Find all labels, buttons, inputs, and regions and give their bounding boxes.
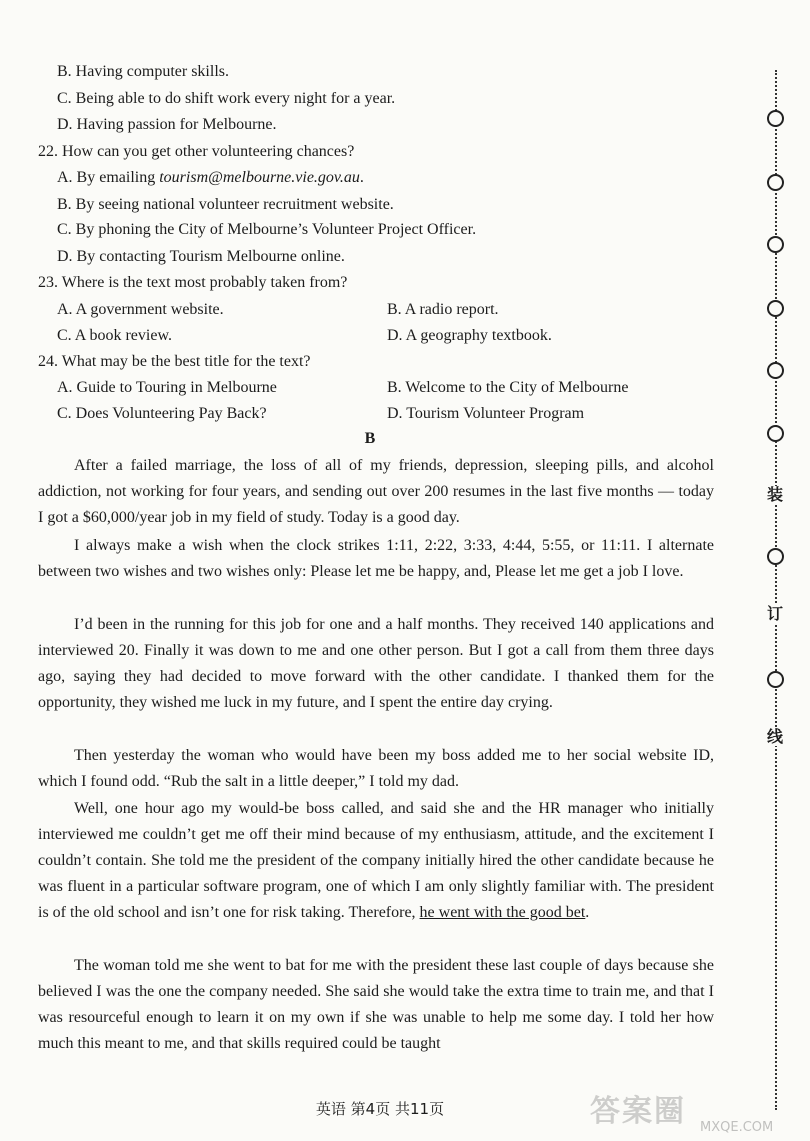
q23-option-c: C. A book review. (57, 327, 172, 344)
binding-hole (767, 174, 784, 191)
binding-label-ding: 订 (767, 604, 784, 623)
page-footer: 英语 第4页 共11页 (315, 1100, 445, 1118)
passage-paragraph-2: I always make a wish when the clock strikes 1:11, 2:22, 3:33, 4:44, 5:55, or 11:11. I alternate between two wishes and two wishes only: Please let me be happy, and, Please let me get a job I love. (38, 537, 714, 580)
q22-option-b: B. By seeing national volunteer recruitment website. (57, 196, 394, 213)
q22-option-d: D. By contacting Tourism Melbourne online. (57, 248, 345, 265)
q24-stem: 24. What may be the best title for the text? (38, 353, 311, 370)
passage-paragraph-6: The woman told me she went to bat for me with the president these last couple of days because she believed I was the one the company needed. She said she would take the extra time to train me, and that I was resourceful enough to learn it on my own if she was unable to help me some day. I told her how much this meant to me, and that skills required could be taught (38, 957, 714, 1052)
q22-option-a-suffix: . (359, 169, 364, 186)
binding-label-xian: 线 (767, 727, 784, 746)
binding-hole (767, 110, 784, 127)
watermark-url: MXQE.COM (700, 1120, 774, 1135)
q22-option-c: C. By phoning the City of Melbourne’s Volunteer Project Officer. (57, 221, 477, 238)
binding-hole (767, 362, 784, 379)
q23-option-d: D. A geography textbook. (387, 327, 552, 344)
underlined-phrase: he went with the good bet (419, 904, 586, 921)
passage-paragraph-3: I’d been in the running for this job for one and a half months. They received 140 applications and interviewed 20. Finally it was down to me and one other person. But I got a call from them three days ago, saying they had decided to move forward with the other candidate. I thanked them for the opportunity, they wished me luck in my future, and I spent the entire day crying. (38, 616, 714, 711)
q21-option-d: D. Having passion for Melbourne. (57, 116, 277, 133)
q23-option-b: B. A radio report. (387, 301, 499, 318)
q23-option-a: A. A government website. (57, 301, 224, 318)
binding-label-zhuang: 装 (767, 485, 784, 504)
binding-hole (767, 425, 784, 442)
section-heading: B (364, 430, 376, 447)
q24-option-b: B. Welcome to the City of Melbourne (387, 379, 629, 396)
watermark-logo: 答案圈 (590, 1094, 686, 1129)
q22-option-a (57, 168, 364, 188)
binding-hole (767, 671, 784, 688)
passage-paragraph-4: Then yesterday the woman who would have been my boss added me to her social website ID, which I found odd. “Rub the salt in a little deeper,” I told my dad. (38, 747, 714, 790)
binding-line (775, 70, 778, 1110)
q22-option-a-email: tourism@melbourne.vie.gov.au (159, 169, 360, 186)
q21-option-b: B. Having computer skills. (57, 63, 229, 80)
q23-stem: 23. Where is the text most probably taken from? (38, 274, 348, 291)
passage-paragraph-5 (38, 796, 714, 926)
q24-option-d: D. Tourism Volunteer Program (387, 405, 585, 422)
paragraph-5-end: . (585, 904, 590, 921)
binding-hole (767, 236, 784, 253)
q24-option-c: C. Does Volunteering Pay Back? (57, 405, 267, 422)
q22-option-a-prefix: A. By emailing (57, 169, 160, 186)
q24-option-a: A. Guide to Touring in Melbourne (57, 379, 277, 396)
passage-paragraph-1: After a failed marriage, the loss of all of my friends, depression, sleeping pills, and alcohol addiction, not working for four years, and sending out over 200 resumes in the last five months — today I got a $60,000/year job in my field of study. Today is a good day. (38, 457, 714, 526)
q21-option-c: C. Being able to do shift work every night for a year. (57, 90, 396, 107)
binding-hole (767, 300, 784, 317)
binding-hole (767, 548, 784, 565)
q22-stem: 22. How can you get other volunteering chances? (38, 143, 355, 160)
paragraph-5-text: Well, one hour ago my would-be boss called, and said she and the HR manager who initially interviewed me couldn’t get me off their mind because of my enthusiasm, attitude, and the excitement I couldn’t contain. She told me the president of the company initially hired the other candidate because he was fluent in a particular software program, one of which I am only slightly familiar with. The president is of the old school and isn’t one for risk taking. Therefore, (38, 800, 714, 921)
